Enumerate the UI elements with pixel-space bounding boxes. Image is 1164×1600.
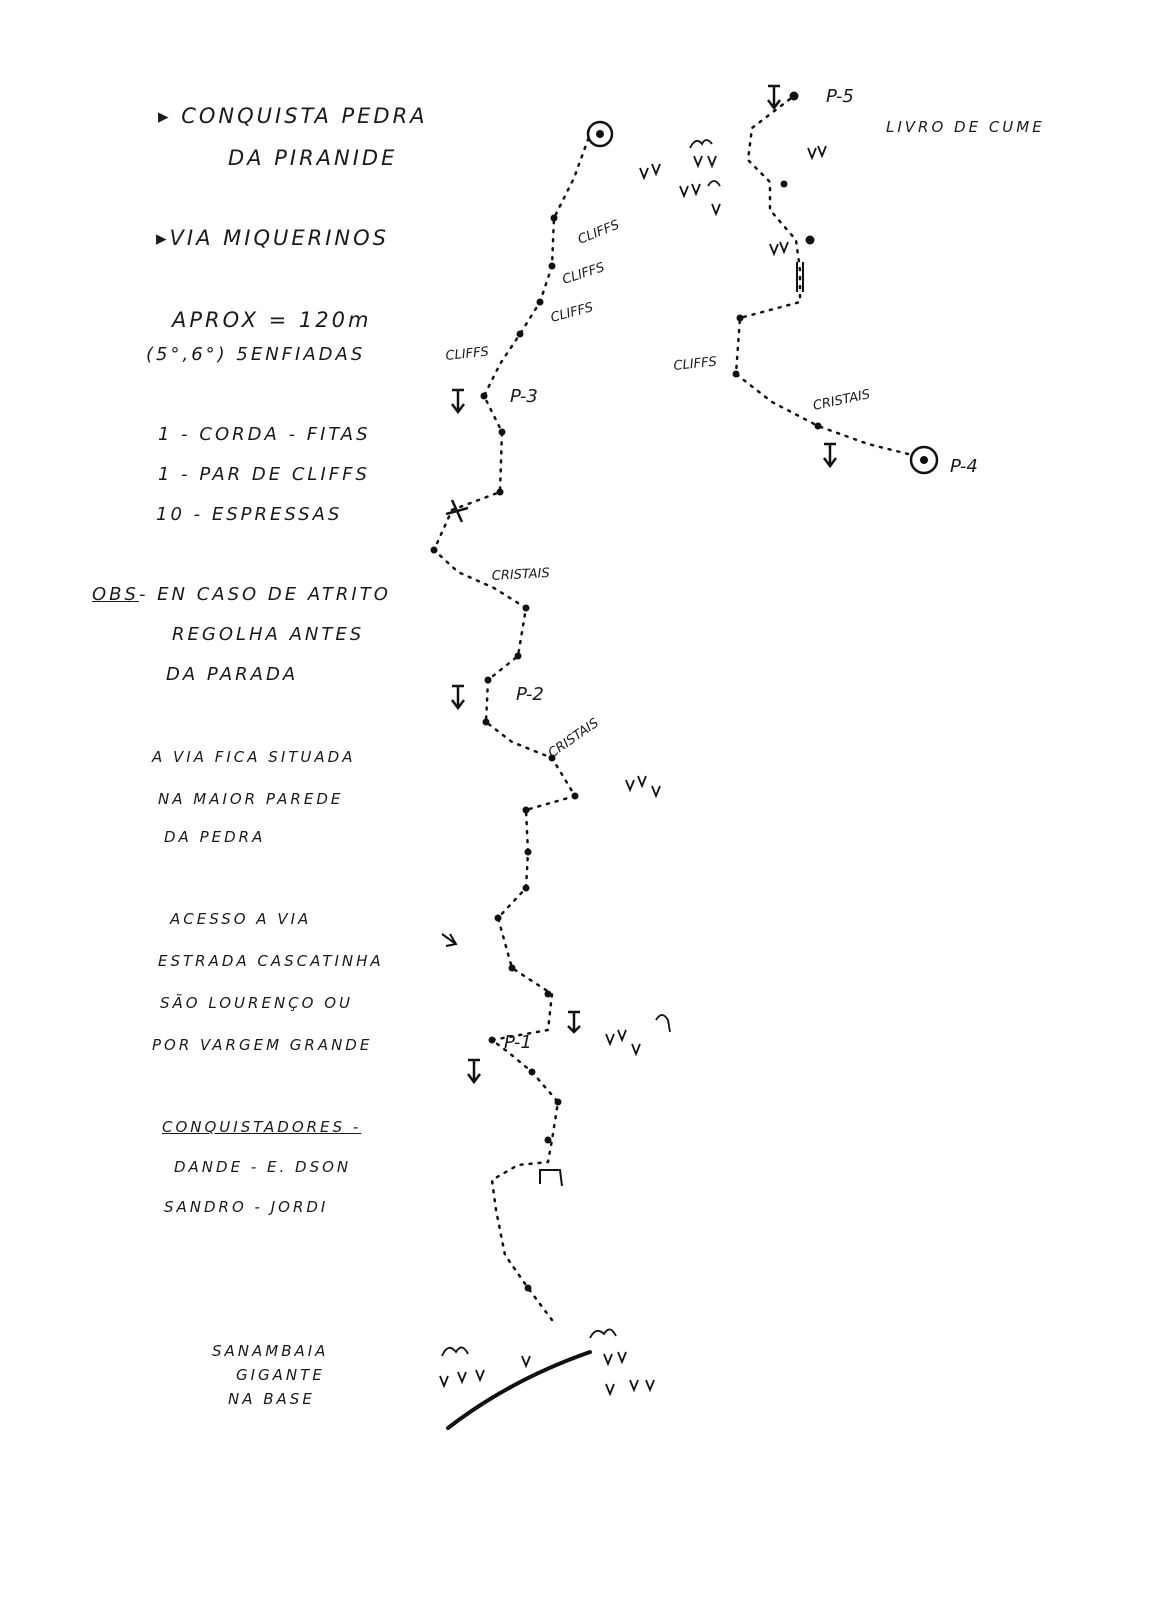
- station-label-p4: P-4: [950, 456, 978, 477]
- bolt-markers: [431, 92, 822, 1292]
- bolt: [549, 263, 556, 270]
- bolt: [545, 991, 552, 998]
- bolt: [517, 331, 524, 338]
- title-line-2: DA PIRANIDE: [228, 146, 398, 170]
- summit-book-note: LIVRO DE CUME: [886, 118, 1045, 136]
- bolt: [485, 677, 492, 684]
- location-line: DA PEDRA: [164, 828, 266, 846]
- access-arrow: [442, 934, 456, 946]
- bolt: [431, 547, 438, 554]
- obs-line-3: DA PARADA: [166, 664, 299, 685]
- location-line: A VIA FICA SITUADA: [152, 748, 356, 766]
- bolt: [523, 807, 530, 814]
- station-label-p1: P-1: [504, 1032, 532, 1053]
- base-note-line: SANAMBAIA: [212, 1342, 329, 1360]
- bolt: [499, 429, 506, 436]
- bolt: [529, 1069, 536, 1076]
- bolt: [572, 793, 579, 800]
- station-p4-marker: [911, 447, 937, 473]
- obs-line-2: REGOLHA ANTES: [172, 624, 365, 645]
- bolt: [515, 653, 522, 660]
- feature-cristais: CRISTAIS: [545, 715, 602, 762]
- bolt: [525, 1285, 532, 1292]
- bolt: [523, 885, 530, 892]
- gear-item: 1 - PAR DE CLIFFS: [158, 464, 370, 485]
- bolt: [483, 719, 490, 726]
- feature-cliffs: CLIFFS: [549, 300, 595, 326]
- bolt: [537, 299, 544, 306]
- feature-cliffs: CLIFFS: [575, 217, 622, 248]
- base-ground-line: [448, 1352, 590, 1428]
- obs-line-1: - EN CASO DE ATRITO: [138, 584, 391, 605]
- conqueror-pair: SANDRO - JORDI: [164, 1198, 329, 1216]
- gear-item: 1 - CORDA - FITAS: [158, 424, 371, 445]
- rappel-arrows: [452, 86, 836, 1082]
- bolt: [737, 315, 744, 322]
- conquerors-title: CONQUISTADORES -: [162, 1118, 362, 1136]
- location-line: NA MAIOR PAREDE: [158, 790, 344, 808]
- bolt: [525, 849, 532, 856]
- bolt: [815, 423, 822, 430]
- route-name: ▸VIA MIQUERINOS: [156, 226, 389, 250]
- gear-item: 10 - ESPRESSAS: [156, 504, 343, 525]
- feature-cliffs: CLIFFS: [672, 354, 718, 374]
- feature-cristais: CRISTAIS: [811, 387, 872, 414]
- base-note-line: NA BASE: [228, 1390, 315, 1408]
- station-label-p2: P-2: [516, 684, 544, 705]
- obs-label: OBS: [92, 584, 139, 605]
- access-line: SÃO LOURENÇO OU: [160, 994, 353, 1012]
- summit-marker: [588, 122, 612, 146]
- bolt: [489, 1037, 496, 1044]
- station-label-p3: P-3: [510, 386, 538, 407]
- title-line-1: ▸ CONQUISTA PEDRA: [158, 104, 428, 128]
- conqueror-pair: DANDE - E. DSON: [174, 1158, 352, 1176]
- access-line: POR VARGEM GRANDE: [152, 1036, 373, 1054]
- bolt: [551, 215, 558, 222]
- bolt: [781, 181, 788, 188]
- bolt: [806, 236, 815, 245]
- bolt: [733, 371, 740, 378]
- bolt: [790, 92, 799, 101]
- vegetation-marks: [440, 140, 826, 1394]
- feature-cristais: CRISTAIS: [491, 565, 551, 584]
- bolt: [509, 965, 516, 972]
- bolt: [481, 393, 488, 400]
- bolt: [555, 1099, 562, 1106]
- bolt: [545, 1137, 552, 1144]
- feature-cliffs: CLIFFS: [560, 260, 607, 288]
- feature-cliffs: CLIFFS: [444, 344, 490, 364]
- overhang-marker: [540, 1170, 562, 1186]
- bolt: [497, 489, 504, 496]
- station-label-p5: P-5: [826, 86, 854, 107]
- bolt: [495, 915, 502, 922]
- route-grade: (5°,6°) 5ENFIADAS: [146, 344, 366, 365]
- approach-length: APROX = 120m: [172, 308, 372, 332]
- bolt: [523, 605, 530, 612]
- base-note-line: GIGANTE: [236, 1366, 325, 1384]
- access-line: ESTRADA CASCATINHA: [158, 952, 384, 970]
- access-line: ACESSO A VIA: [170, 910, 312, 928]
